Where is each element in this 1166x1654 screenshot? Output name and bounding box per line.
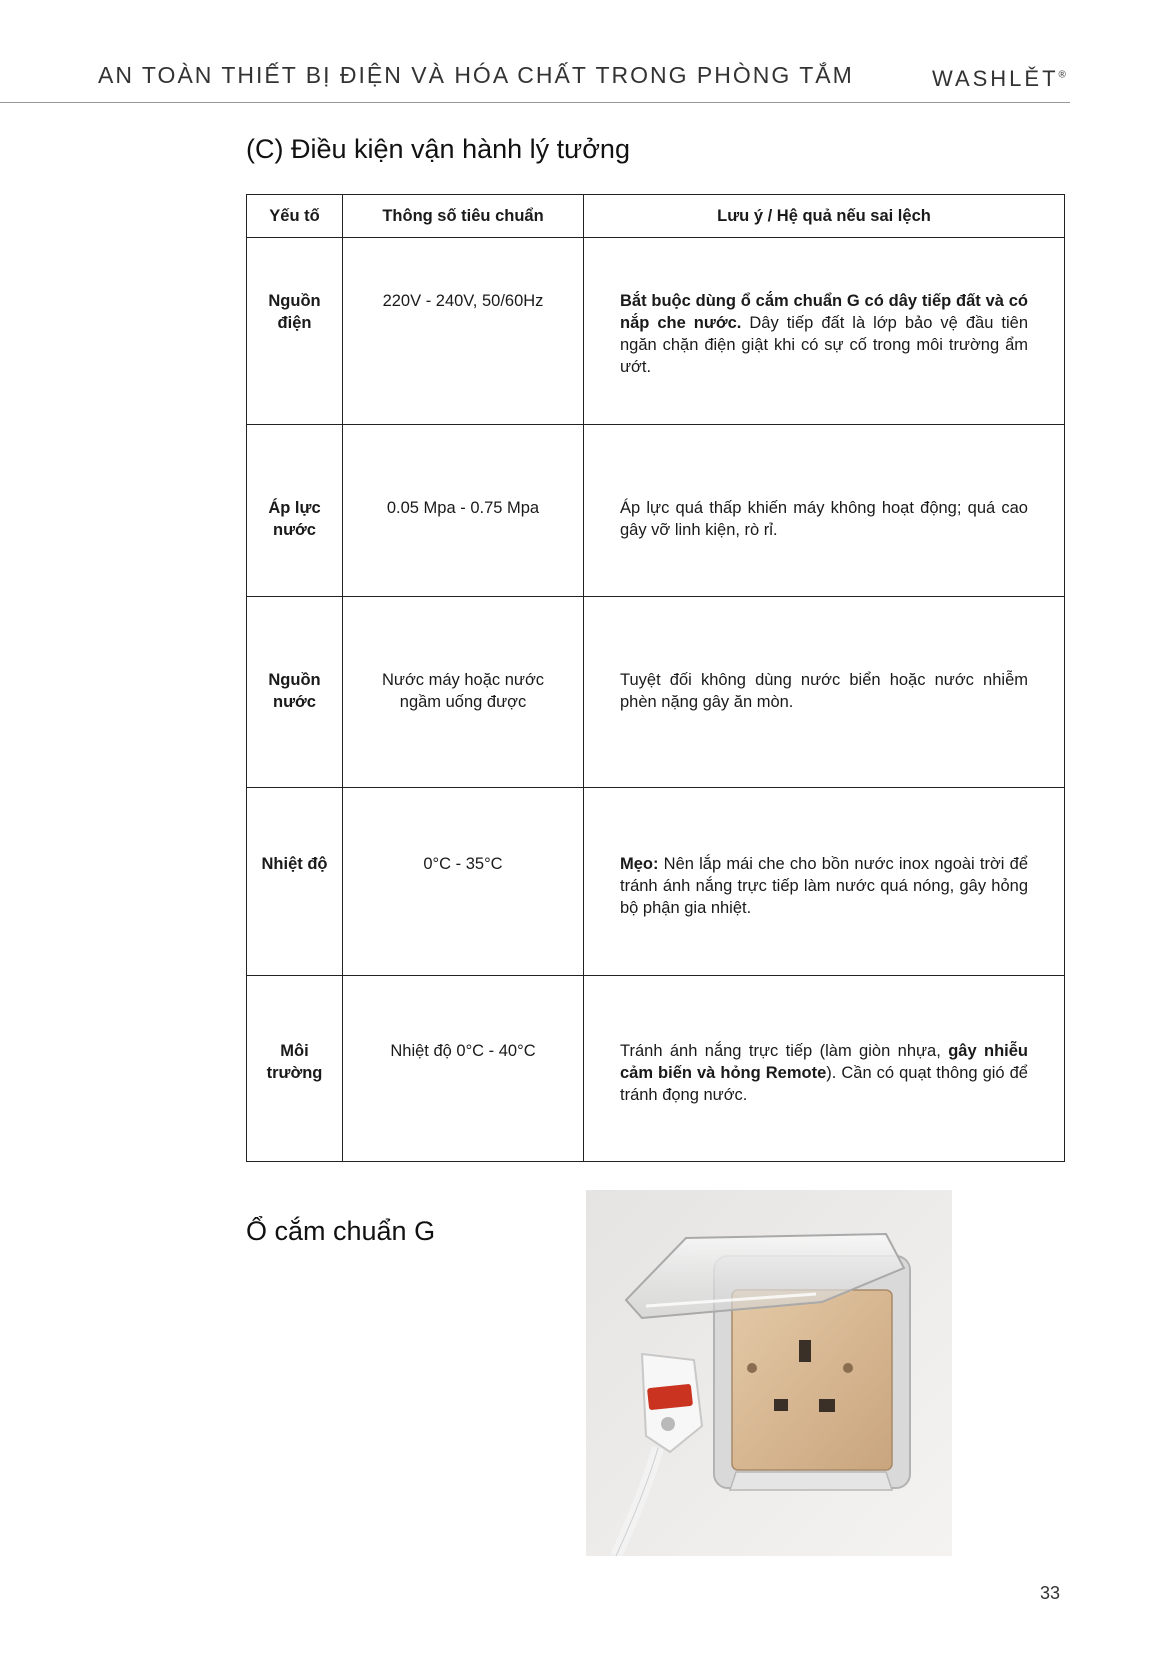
factor-cell: Nhiệt độ (261, 855, 328, 873)
spec-cell: 0°C - 35°C (423, 855, 503, 873)
header-divider (0, 102, 1070, 103)
table-row (247, 788, 1065, 976)
note-cell: Mẹo: Nên lắp mái che cho bồn nước inox ngoài trời để tránh ánh nắng trực tiếp làm nước quá nóng, gây hỏng bộ phận gia nhiệt. (620, 855, 1028, 917)
factor-cell: Nguồn nước (268, 671, 321, 711)
table-row (247, 238, 1065, 425)
column-header: Yếu tố (247, 195, 343, 238)
spec-cell: Nước máy hoặc nước ngầm uống được (381, 671, 545, 711)
spec-cell: Nhiệt độ 0°C - 40°C (390, 1042, 536, 1060)
operating-conditions-table (246, 194, 1065, 1162)
note-cell: Tuyệt đối không dùng nước biển hoặc nước nhiễm phèn nặng gây ăn mòn. (620, 671, 1028, 711)
factor-cell: Môi trường (266, 1042, 323, 1082)
brand-logo: WASHLĚT® (932, 66, 1066, 91)
spec-cell: 0.05 Mpa - 0.75 Mpa (386, 499, 540, 517)
note-cell: Bắt buộc dùng ổ cắm chuẩn G có dây tiếp đất và có nắp che nước. Dây tiếp đất là lớp bảo vệ đầu tiên ngăn chặn điện giật khi có sự cố trong môi trường ẩm ướt. (620, 292, 1028, 376)
table-row (247, 425, 1065, 597)
note-cell: Tránh ánh nắng trực tiếp (làm giòn nhựa, gây nhiễu cảm biến và hỏng Remote). Cần có quạt thông gió để tránh đọng nước. (620, 1042, 1028, 1104)
socket-section-title: Ổ cắm chuẩn G (246, 1216, 436, 1246)
column-header: Lưu ý / Hệ quả nếu sai lệch (584, 195, 1065, 238)
column-header: Thông số tiêu chuẩn (343, 195, 584, 238)
section-title: (C) Điều kiện vận hành lý tưởng (246, 134, 630, 164)
factor-cell: Nguồn điện (268, 292, 321, 332)
spec-cell: 220V - 240V, 50/60Hz (382, 292, 544, 310)
page-number: 33 (1040, 1583, 1061, 1603)
table-header-row (247, 195, 1065, 238)
table-row (247, 597, 1065, 788)
table-row (247, 976, 1065, 1162)
g-type-socket-photo (586, 1190, 952, 1556)
factor-cell: Áp lực nước (268, 499, 321, 539)
note-cell: Áp lực quá thấp khiến máy không hoạt động; quá cao gây vỡ linh kiện, rò rỉ. (620, 499, 1028, 539)
running-header-title: AN TOÀN THIẾT BỊ ĐIỆN VÀ HÓA CHẤT TRONG PHÒNG TẮM (98, 62, 854, 88)
